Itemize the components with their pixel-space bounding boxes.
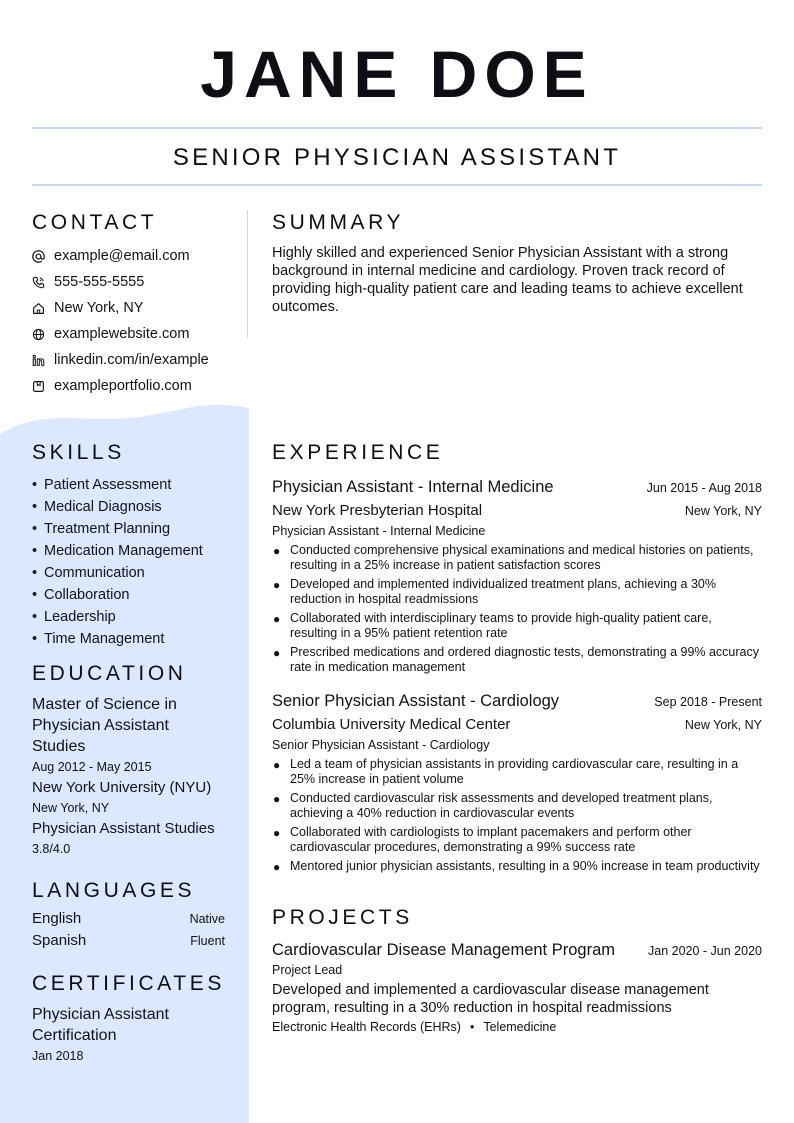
job-dates: Sep 2018 - Present bbox=[654, 695, 762, 709]
job-company: Columbia University Medical Center bbox=[272, 716, 511, 733]
contact-location-text: New York, NY bbox=[54, 300, 144, 316]
languages-heading: LANGUAGES bbox=[32, 879, 196, 902]
education-school: New York University (NYU) bbox=[32, 779, 212, 796]
skills-list bbox=[32, 474, 225, 650]
header-rule-bottom bbox=[32, 184, 762, 186]
skill-item: • Medical Diagnosis bbox=[32, 499, 162, 515]
home-icon bbox=[32, 302, 54, 315]
job-title-header: SENIOR PHYSICIAN ASSISTANT bbox=[172, 144, 622, 171]
skills-section bbox=[32, 440, 225, 650]
job-entry bbox=[272, 475, 762, 675]
education-section bbox=[32, 661, 225, 859]
languages-section bbox=[32, 878, 225, 954]
candidate-name: JANE DOE bbox=[200, 37, 594, 111]
language-level: Fluent bbox=[190, 934, 225, 948]
language-name: Spanish bbox=[32, 932, 87, 949]
experience-section bbox=[272, 440, 762, 878]
header-rule-top bbox=[32, 127, 762, 129]
project-dates: Jan 2020 - Jun 2020 bbox=[648, 944, 762, 958]
job-bullet: ● Prescribed medications and ordered diagnostic tests, demonstrating a 99% accuracy rate in medication management bbox=[273, 645, 760, 674]
contact-list bbox=[32, 243, 225, 399]
education-degree: Master of Science in Physician Assistant Studies bbox=[32, 696, 177, 755]
contact-portfolio-text: exampleportfolio.com bbox=[54, 378, 192, 394]
skill-item: • Time Management bbox=[32, 631, 165, 647]
education-dates: Aug 2012 - May 2015 bbox=[32, 760, 152, 774]
job-bullet: ● Collaborated with interdisciplinary teams to provide high-quality patient care, resulting in a 95% patient retention rate bbox=[273, 611, 712, 640]
languages-list bbox=[32, 910, 225, 954]
skill-item: • Treatment Planning bbox=[32, 521, 171, 537]
job-location: New York, NY bbox=[684, 504, 762, 518]
skills-heading: SKILLS bbox=[32, 441, 125, 464]
phone-icon bbox=[32, 276, 54, 289]
projects-section bbox=[272, 905, 762, 1037]
project-tag: Telemedicine bbox=[483, 1020, 557, 1034]
language-item bbox=[32, 932, 225, 954]
at-icon bbox=[32, 250, 54, 263]
project-title: Cardiovascular Disease Management Program bbox=[272, 941, 615, 959]
column-divider bbox=[247, 210, 248, 338]
summary-text: Highly skilled and experienced Senior Physician Assistant with a strong background in internal medicine and cardiology. Proven track record of providing high-quality patient care and leading teams to achieve excellent outcomes. bbox=[272, 245, 743, 315]
job-entry bbox=[272, 689, 762, 874]
job-bullet: ● Collaborated with cardiologists to implant pacemakers and perform other cardiovascular procedures, demonstrating a 99% success rate bbox=[273, 825, 692, 854]
job-bullets bbox=[272, 757, 762, 874]
contact-phone[interactable] bbox=[32, 269, 225, 295]
job-role: Physician Assistant - Internal Medicine bbox=[272, 524, 486, 538]
portfolio-icon bbox=[32, 380, 54, 393]
job-role: Senior Physician Assistant - Cardiology bbox=[272, 738, 490, 752]
contact-email-text: example@email.com bbox=[54, 248, 190, 264]
job-title: Physician Assistant - Internal Medicine bbox=[272, 478, 554, 496]
contact-phone-text: 555-555-5555 bbox=[54, 274, 145, 290]
language-level: Native bbox=[189, 912, 225, 926]
job-bullet: ● Led a team of physician assistants in providing cardiovascular care, resulting in a 25% increase in patient volume bbox=[273, 757, 739, 786]
skill-item: • Communication bbox=[32, 565, 145, 581]
project-role: Project Lead bbox=[272, 963, 343, 977]
project-description: Developed and implemented a cardiovascular disease management program, resulting in a 30% reduction in hospital readmissions bbox=[272, 982, 709, 1016]
tag-separator-dot: • bbox=[469, 1020, 475, 1034]
experience-heading: EXPERIENCE bbox=[272, 441, 444, 464]
language-name: English bbox=[32, 910, 82, 927]
job-title: Senior Physician Assistant - Cardiology bbox=[272, 692, 560, 710]
skill-item: • Patient Assessment bbox=[32, 477, 172, 493]
project-tag: Electronic Health Records (EHRs) bbox=[272, 1020, 461, 1034]
job-bullet: ● Conducted cardiovascular risk assessments and developed treatment plans, achieving a 40% reduction in cardiovascular events bbox=[273, 791, 713, 820]
project-tags bbox=[272, 1017, 762, 1037]
language-item bbox=[32, 910, 225, 932]
job-dates: Jun 2015 - Aug 2018 bbox=[646, 481, 762, 495]
contact-website-text: examplewebsite.com bbox=[54, 326, 190, 342]
certificates-heading: CERTIFICATES bbox=[32, 972, 225, 995]
projects-heading: PROJECTS bbox=[272, 906, 413, 929]
job-location: New York, NY bbox=[684, 718, 762, 732]
summary-heading: SUMMARY bbox=[272, 211, 405, 234]
skill-item: • Collaboration bbox=[32, 587, 130, 603]
contact-website[interactable] bbox=[32, 321, 225, 347]
skill-item: • Leadership bbox=[32, 609, 116, 625]
education-gpa: 3.8/4.0 bbox=[32, 842, 71, 856]
certificates-section bbox=[32, 971, 225, 1066]
education-heading: EDUCATION bbox=[32, 662, 187, 685]
education-location: New York, NY bbox=[32, 801, 110, 815]
certificate-date: Jan 2018 bbox=[32, 1049, 84, 1063]
skill-item: • Medication Management bbox=[32, 543, 203, 559]
contact-location bbox=[32, 295, 225, 321]
education-field: Physician Assistant Studies bbox=[32, 820, 215, 837]
contact-heading: CONTACT bbox=[32, 211, 158, 234]
certificate-name: Physician Assistant Certification bbox=[32, 1006, 169, 1044]
contact-linkedin-text: linkedin.com/in/example bbox=[54, 352, 209, 368]
linkedin-icon bbox=[32, 354, 54, 367]
project-entry bbox=[272, 939, 762, 1037]
job-company: New York Presbyterian Hospital bbox=[272, 502, 483, 519]
summary-section bbox=[272, 210, 762, 316]
job-bullet: ● Mentored junior physician assistants, resulting in a 90% increase in team productivity bbox=[273, 859, 760, 874]
contact-email[interactable] bbox=[32, 243, 225, 269]
contact-portfolio[interactable] bbox=[32, 373, 225, 399]
job-bullets bbox=[272, 543, 762, 675]
contact-section bbox=[32, 210, 225, 399]
contact-linkedin[interactable] bbox=[32, 347, 225, 373]
job-bullet: ● Developed and implemented individualized treatment plans, achieving a 30% reduction in hospital readmissions bbox=[273, 577, 716, 606]
job-bullet: ● Conducted comprehensive physical examinations and medical histories on patients, resulting in a 25% increase in patient satisfaction scores bbox=[273, 543, 754, 572]
globe-icon bbox=[32, 328, 54, 341]
